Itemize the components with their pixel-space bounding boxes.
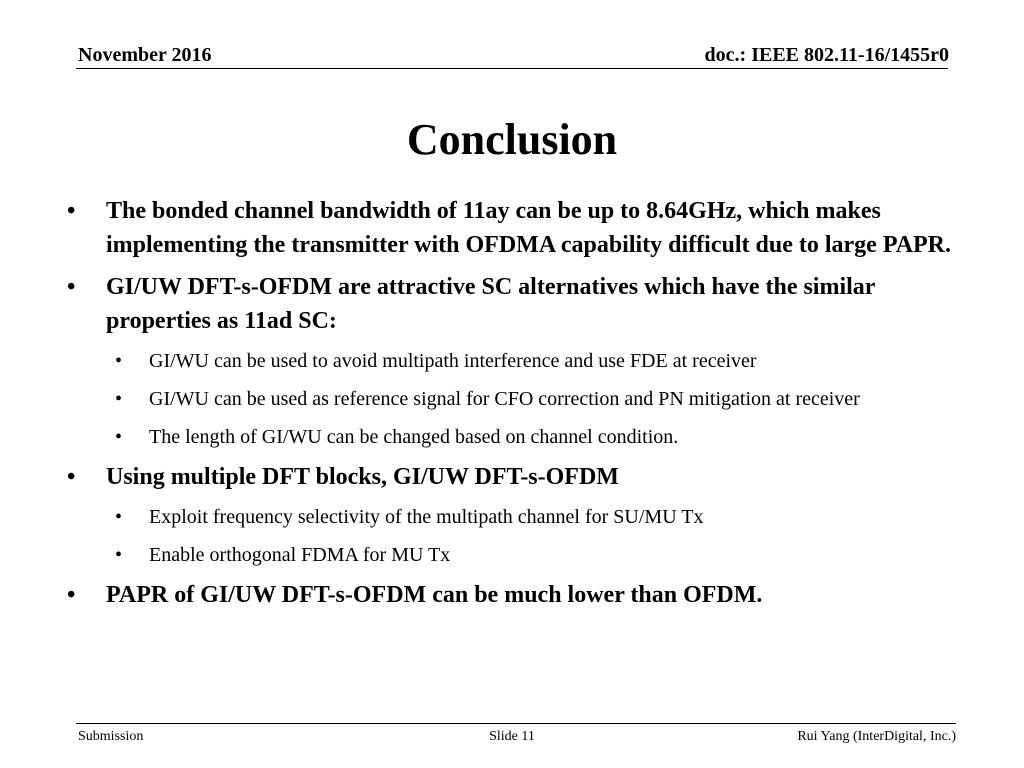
bullet-dot-icon: • [67,274,76,300]
bullet-level1 [66,578,966,612]
bullet-text: Enable orthogonal FDMA for MU Tx [149,544,451,566]
bullet-text: GI/UW DFT-s-OFDM are attractive SC alternatives which have the similar properties as 11ad SC: [106,274,876,334]
bullet-level1 [66,194,966,262]
bullet-dot-icon: • [115,544,123,566]
footer-submission: Submission [78,729,144,744]
bullet-dot-icon: • [67,464,76,490]
bullet-text: Exploit frequency selectivity of the multipath channel for SU/MU Tx [149,506,704,528]
header-doc-id: doc.: IEEE 802.11-16/1455r0 [704,44,949,66]
bullet-dot-icon: • [115,426,123,448]
bullet-level1 [66,270,966,338]
bullet-dot-icon: • [115,350,123,372]
bullet-dot-icon: • [67,198,76,224]
slide-title: Conclusion [406,115,618,164]
bullet-level2 [66,502,966,532]
bullet-text: PAPR of GI/UW DFT-s-OFDM can be much lower than OFDM. [106,582,763,608]
bullet-level2 [66,384,966,414]
bullet-text: GI/WU can be used to avoid multipath interference and use FDE at receiver [149,350,757,372]
bullet-level2 [66,540,966,570]
bullet-text: Using multiple DFT blocks, GI/UW DFT-s-OFDM [106,464,619,490]
bullet-text: GI/WU can be used as reference signal for CFO correction and PN mitigation at receiver [149,388,860,410]
footer-slide-number: Slide 11 [489,729,535,744]
bullet-level2 [66,346,966,376]
header-divider [76,68,948,69]
footer-divider [76,723,956,724]
bullet-dot-icon: • [115,388,123,410]
header-date: November 2016 [78,44,212,66]
bullet-text: The length of GI/WU can be changed based on channel condition. [149,426,679,448]
bullet-level2 [66,422,966,452]
bullet-dot-icon: • [67,582,76,608]
bullet-level1 [66,460,966,494]
slide-body [66,194,966,620]
footer-author: Rui Yang (InterDigital, Inc.) [797,729,956,744]
bullet-dot-icon: • [115,506,123,528]
bullet-text: The bonded channel bandwidth of 11ay can be up to 8.64GHz, which makes implementing the transmitter with OFDMA capability difficult due to large PAPR. [106,198,952,258]
